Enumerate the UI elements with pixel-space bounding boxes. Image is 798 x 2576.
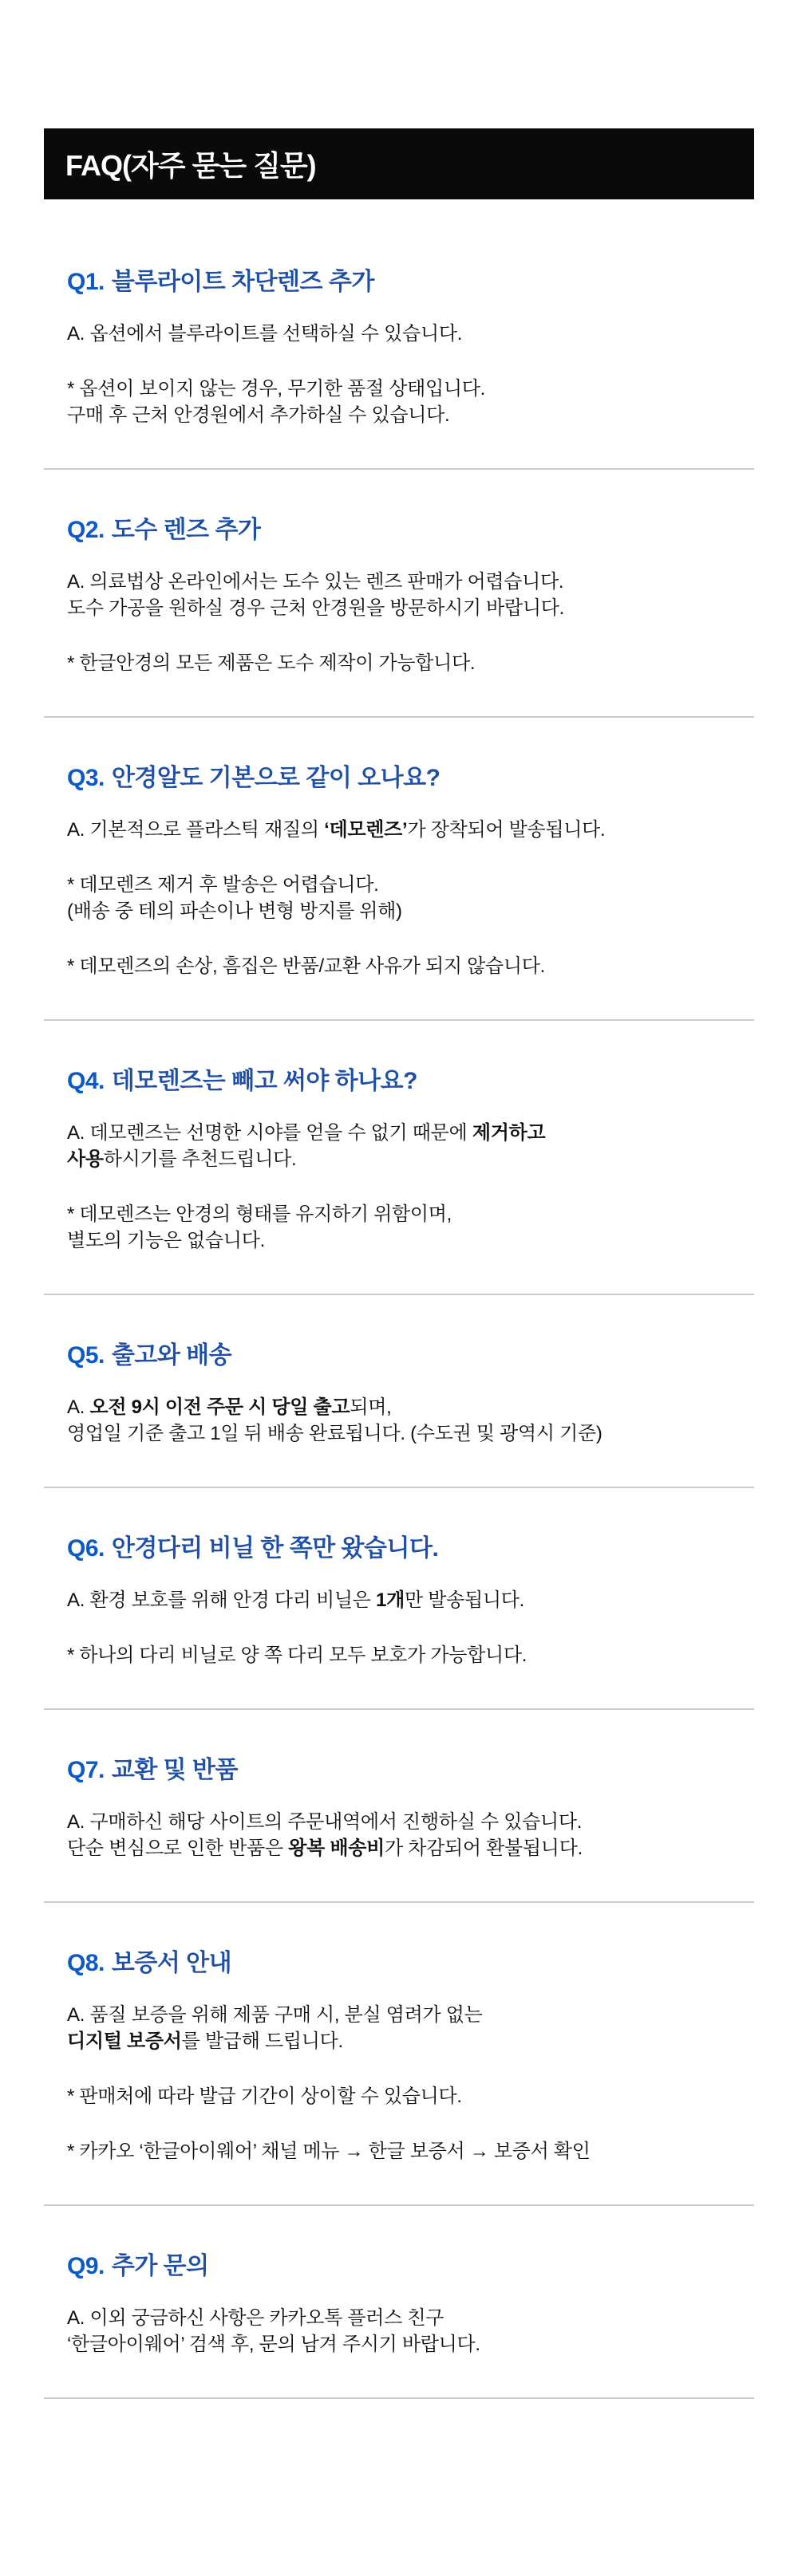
question-heading <box>67 2252 798 2281</box>
question-heading <box>67 1067 798 1096</box>
faq-header-bar <box>44 128 754 199</box>
text-line <box>67 1835 798 1861</box>
plain-text: 가 장착되어 발송됩니다. <box>407 819 606 841</box>
plain-text: 가 차감되어 환불됩니다. <box>385 1837 583 1859</box>
section-divider <box>44 2397 754 2399</box>
plain-text: 구매 후 근처 안경원에서 추가하실 수 있습니다. <box>67 404 450 426</box>
question-heading <box>67 764 798 793</box>
question-number: Q8. <box>67 1950 105 1976</box>
text-line <box>67 1120 798 1146</box>
text-line <box>67 2083 798 2109</box>
question-heading <box>67 1341 798 1370</box>
emphasis-text: 디지털 보증서 <box>67 2030 182 2052</box>
question-title: 안경알도 기본으로 같이 오나요? <box>111 765 440 791</box>
section-paragraphs <box>67 1394 798 1447</box>
question-number: Q2. <box>67 517 105 543</box>
text-line <box>67 872 798 898</box>
plain-text: * 데모렌즈는 안경의 형태를 유지하기 위함이며, <box>67 1203 452 1225</box>
plain-text: * 하나의 다리 비닐로 양 쪽 다리 모두 보호가 가능합니다. <box>67 1644 527 1666</box>
faq-section <box>67 2252 798 2399</box>
question-number: Q7. <box>67 1757 105 1783</box>
faq-section <box>67 1949 798 2206</box>
question-heading <box>67 268 798 297</box>
paragraph <box>67 321 798 347</box>
question-title: 보증서 안내 <box>111 1950 232 1976</box>
text-line <box>67 2305 798 2331</box>
faq-section <box>67 764 798 1021</box>
faq-header-title: FAQ(자주 묻는 질문) <box>65 149 316 182</box>
paragraph <box>67 872 798 924</box>
emphasis-text: 제거하고 <box>472 1122 546 1144</box>
text-line <box>67 595 798 621</box>
section-paragraphs <box>67 1587 798 1668</box>
text-line <box>67 2002 798 2028</box>
emphasis-text: 오전 9시 이전 주문 시 당일 출고 <box>89 1396 350 1418</box>
paragraph <box>67 376 798 428</box>
text-line <box>67 953 798 979</box>
text-line <box>67 898 798 924</box>
paragraph <box>67 1642 798 1668</box>
question-heading <box>67 1949 798 1978</box>
section-divider <box>44 1901 754 1903</box>
emphasis-text: 1개 <box>376 1589 405 1611</box>
section-divider <box>44 2204 754 2206</box>
paragraph <box>67 569 798 621</box>
question-number: Q6. <box>67 1535 105 1562</box>
plain-text: 영업일 기준 출고 1일 뒤 배송 완료됩니다. (수도권 및 광역시 기준) <box>67 1423 602 1444</box>
text-line <box>67 1227 798 1254</box>
plain-text: A. 옵션에서 블루라이트를 선택하실 수 있습니다. <box>67 323 463 345</box>
text-line <box>67 2331 798 2357</box>
text-line <box>67 1201 798 1227</box>
text-line <box>67 1809 798 1835</box>
plain-text: ‘한글아이웨어’ 검색 후, 문의 남겨 주시기 바랍니다. <box>67 2334 480 2355</box>
plain-text: 만 발송됩니다. <box>404 1589 525 1611</box>
question-number: Q5. <box>67 1342 105 1369</box>
section-paragraphs <box>67 2305 798 2357</box>
section-paragraphs <box>67 569 798 676</box>
section-divider <box>44 1708 754 1710</box>
paragraph <box>67 1394 798 1447</box>
paragraph <box>67 1120 798 1172</box>
faq-section <box>67 1756 798 1903</box>
faq-list <box>0 199 798 2399</box>
paragraph <box>67 1809 798 1861</box>
emphasis-text: 왕복 배송비 <box>288 1837 385 1859</box>
paragraph <box>67 817 798 843</box>
paragraph <box>67 2083 798 2109</box>
text-line <box>67 650 798 676</box>
emphasis-text: ‘데모렌즈’ <box>324 819 408 841</box>
plain-text: A. <box>67 1396 90 1418</box>
question-number: Q1. <box>67 269 105 295</box>
section-divider <box>44 468 754 470</box>
question-title: 데모렌즈는 빼고 써야 하나요? <box>111 1068 417 1094</box>
text-line <box>67 321 798 347</box>
paragraph <box>67 1587 798 1613</box>
plain-text: (배송 중 테의 파손이나 변형 방지를 위해) <box>67 900 402 922</box>
paragraph <box>67 650 798 676</box>
text-line <box>67 817 798 843</box>
section-paragraphs <box>67 321 798 428</box>
question-title: 도수 렌즈 추가 <box>111 517 261 543</box>
plain-text: A. 데모렌즈는 선명한 시야를 얻을 수 없기 때문에 <box>67 1122 472 1144</box>
section-divider <box>44 716 754 718</box>
question-number: Q3. <box>67 765 105 791</box>
section-divider <box>44 1487 754 1488</box>
question-title: 추가 문의 <box>111 2253 209 2279</box>
question-title: 안경다리 비닐 한 쪽만 왔습니다. <box>111 1535 439 1562</box>
plain-text: 하시기를 추천드립니다. <box>103 1148 297 1170</box>
plain-text: * 데모렌즈 제거 후 발송은 어렵습니다. <box>67 874 379 896</box>
faq-section <box>67 1067 798 1295</box>
plain-text: * 한글안경의 모든 제품은 도수 제작이 가능합니다. <box>67 652 476 674</box>
question-title: 출고와 배송 <box>111 1342 232 1369</box>
plain-text: A. 의료법상 온라인에서는 도수 있는 렌즈 판매가 어렵습니다. <box>67 571 564 593</box>
plain-text: A. 이외 궁금하신 사항은 카카오톡 플러스 친구 <box>67 2307 444 2329</box>
plain-text: A. 기본적으로 플라스틱 재질의 <box>67 819 325 841</box>
paragraph <box>67 1201 798 1254</box>
text-line <box>67 1420 798 1447</box>
section-divider <box>44 1294 754 1295</box>
plain-text: 되며, <box>350 1396 392 1418</box>
plain-text: * 카카오 ‘한글아이웨어’ 채널 메뉴 → 한글 보증서 → 보증서 확인 <box>67 2141 591 2162</box>
plain-text: * 데모렌즈의 손상, 흠집은 반품/교환 사유가 되지 않습니다. <box>67 955 546 977</box>
section-paragraphs <box>67 1809 798 1861</box>
text-line <box>67 1587 798 1613</box>
question-heading <box>67 1756 798 1785</box>
section-paragraphs <box>67 1120 798 1254</box>
plain-text: A. 품질 보증을 위해 제품 구매 시, 분실 염려가 없는 <box>67 2004 483 2026</box>
faq-section <box>67 516 798 718</box>
plain-text: 별도의 기능은 없습니다. <box>67 1230 265 1251</box>
section-paragraphs <box>67 817 798 979</box>
text-line <box>67 1146 798 1172</box>
text-line <box>67 402 798 428</box>
question-heading <box>67 1534 798 1563</box>
paragraph <box>67 2138 798 2164</box>
plain-text: 를 발급해 드립니다. <box>181 2030 343 2052</box>
paragraph <box>67 2305 798 2357</box>
plain-text: * 판매처에 따라 발급 기간이 상이할 수 있습니다. <box>67 2086 462 2107</box>
text-line <box>67 376 798 402</box>
section-divider <box>44 1019 754 1021</box>
question-number: Q4. <box>67 1068 105 1094</box>
question-title: 교환 및 반품 <box>111 1757 238 1783</box>
faq-section <box>67 1341 798 1488</box>
text-line <box>67 1642 798 1668</box>
plain-text: A. 환경 보호를 위해 안경 다리 비닐은 <box>67 1589 377 1611</box>
text-line <box>67 2138 798 2164</box>
text-line <box>67 1394 798 1420</box>
question-title: 블루라이트 차단렌즈 추가 <box>111 269 374 295</box>
section-paragraphs <box>67 2002 798 2164</box>
plain-text: 도수 가공을 원하실 경우 근처 안경원을 방문하시기 바랍니다. <box>67 597 565 619</box>
faq-section <box>67 268 798 470</box>
question-number: Q9. <box>67 2253 105 2279</box>
question-heading <box>67 516 798 545</box>
plain-text: A. 구매하신 해당 사이트의 주문내역에서 진행하실 수 있습니다. <box>67 1811 583 1833</box>
plain-text: * 옵션이 보이지 않는 경우, 무기한 품절 상태입니다. <box>67 378 486 400</box>
plain-text: 단순 변심으로 인한 반품은 <box>67 1837 289 1859</box>
paragraph <box>67 2002 798 2054</box>
emphasis-text: 사용 <box>67 1148 104 1170</box>
text-line <box>67 2028 798 2054</box>
paragraph <box>67 953 798 979</box>
text-line <box>67 569 798 595</box>
faq-section <box>67 1534 798 1710</box>
